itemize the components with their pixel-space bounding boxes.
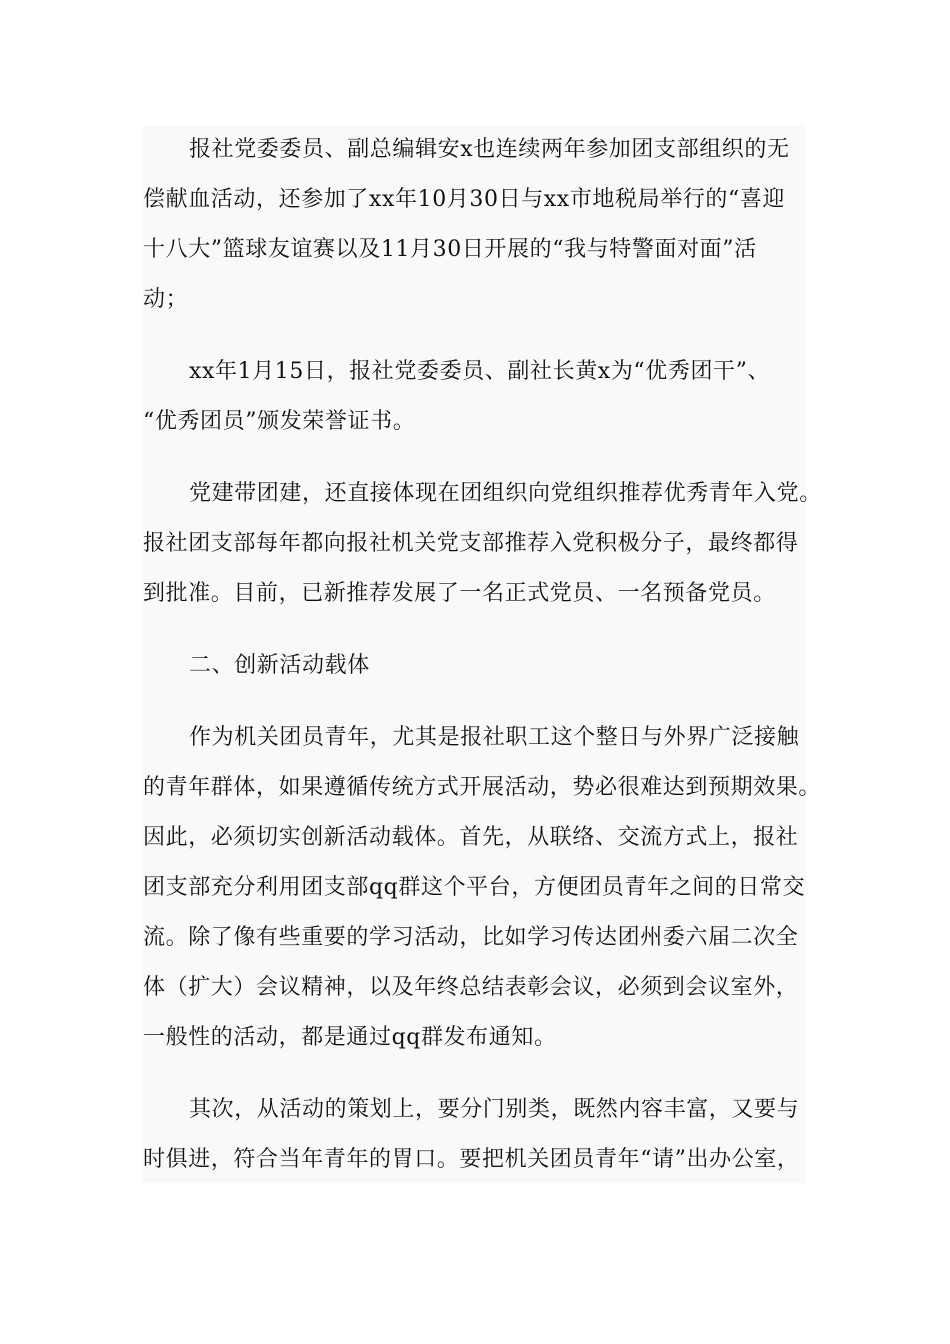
paragraph-3-line-2: 报社团支部每年都向报社机关党支部推荐入党积极分子，最终都得 xyxy=(143,531,799,556)
paragraph-1-line-2: 偿献血活动，还参加了xx年10月30日与xx市地税局举行的“喜迎 xyxy=(143,187,786,212)
paragraph-4-line-2: 的青年群体，如果遵循传统方式开展活动，势必很难达到预期效果。 xyxy=(143,775,822,800)
paragraph-4-line-7: 一般性的活动，都是通过qq群发布通知。 xyxy=(143,1025,557,1050)
paragraph-2-line-2: “优秀团员”颁发荣誉证书。 xyxy=(143,409,416,434)
document-body xyxy=(143,125,822,1183)
paragraph-3-line-1: 党建带团建，还直接体现在团组织向党组织推荐优秀青年入党。 xyxy=(189,481,822,506)
paragraph-1-line-4: 动； xyxy=(143,287,189,312)
paragraph-1-line-1: 报社党委委员、副总编辑安x也连续两年参加团支部组织的无 xyxy=(189,137,790,162)
paragraph-5-line-2: 时俱进，符合当年青年的胃口。要把机关团员青年“请”出办公室， xyxy=(143,1147,800,1172)
paragraph-4-line-6: 体（扩大）会议精神，以及年终总结表彰会议，必须到会议室外， xyxy=(143,975,799,1000)
section-heading: 二、创新活动载体 xyxy=(189,653,370,678)
paragraph-5-line-1: 其次，从活动的策划上，要分门别类，既然内容丰富，又要与 xyxy=(189,1097,800,1122)
paragraph-1-line-3: 十八大”篮球友谊赛以及11月30日开展的“我与特警面对面”活 xyxy=(143,237,757,262)
paragraph-4-line-1: 作为机关团员青年，尤其是报社职工这个整日与外界广泛接触 xyxy=(189,725,800,750)
paragraph-4-line-4: 团支部充分利用团支部qq群这个平台，方便团员青年之间的日常交 xyxy=(143,875,806,900)
paragraph-4-line-3: 因此，必须切实创新活动载体。首先，从联络、交流方式上，报社 xyxy=(143,825,799,850)
paragraph-2-line-1: xx年1月15日，报社党委委员、副社长黄x为“优秀团干”、 xyxy=(189,359,771,384)
paragraph-3-line-3: 到批准。目前，已新推荐发展了一名正式党员、一名预备党员。 xyxy=(143,581,776,606)
paragraph-4-line-5: 流。除了像有些重要的学习活动，比如学习传达团州委六届二次全 xyxy=(143,925,799,950)
